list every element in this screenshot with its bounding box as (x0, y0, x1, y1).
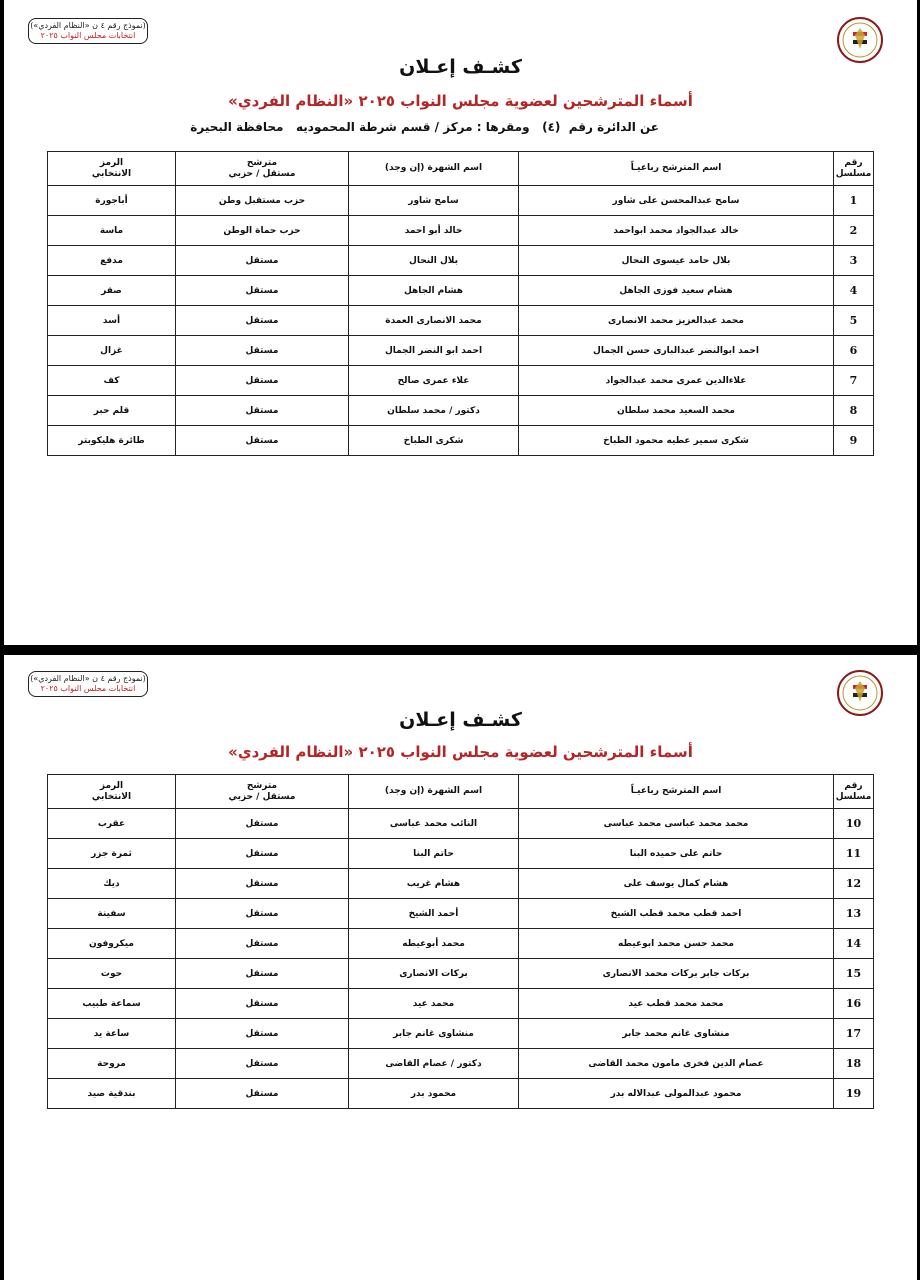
cell-name: محمد محمد عباسى محمد عباسى (519, 809, 834, 839)
cell-type: مستقل (176, 899, 349, 929)
table-row (48, 276, 874, 306)
cell-symbol: ساعة يد (48, 1019, 176, 1049)
cell-type: مستقل (176, 396, 349, 426)
cell-symbol: سفينة (48, 899, 176, 929)
form-badge (28, 18, 148, 44)
header-serial: رقم مسلسل (834, 152, 874, 186)
cell-symbol: عقرب (48, 809, 176, 839)
table-row (48, 1049, 874, 1079)
cell-symbol: قلم حبر (48, 396, 176, 426)
cell-symbol: طائرة هليكوبتر (48, 426, 176, 456)
table-row (48, 366, 874, 396)
cell-name: محمد محمد قطب عيد (519, 989, 834, 1019)
table-row (48, 246, 874, 276)
cell-serial: 6 (834, 336, 874, 366)
cell-serial: 4 (834, 276, 874, 306)
cell-fame: النائب محمد عباسى (349, 809, 519, 839)
cell-fame: هشام غريب (349, 869, 519, 899)
cell-name: احمد ابوالنضر عبدالبارى حسن الجمال (519, 336, 834, 366)
cell-symbol: ميكروفون (48, 929, 176, 959)
document-subtitle: أسماء المترشحين لعضوية مجلس النواب ٢٠٢٥ «النظام الفردي» (228, 92, 693, 110)
cell-type: مستقل (176, 959, 349, 989)
cell-fame: أحمد الشيخ (349, 899, 519, 929)
page-divider (0, 645, 920, 655)
cell-symbol: مدفع (48, 246, 176, 276)
form-badge-line1: (نموذج رقم ٤ ن «النظام الفردي») (30, 674, 146, 683)
cell-name: شكرى سمير عطيه محمود الطباخ (519, 426, 834, 456)
document-page-2 (4, 655, 917, 1280)
table-row (48, 1079, 874, 1109)
candidates-table (47, 774, 874, 1109)
cell-fame: دكتور / عصام القاضى (349, 1049, 519, 1079)
cell-fame: حاتم البنا (349, 839, 519, 869)
cell-symbol: بندقية صيد (48, 1079, 176, 1109)
cell-name: احمد قطب محمد قطب الشيخ (519, 899, 834, 929)
cell-serial: 7 (834, 366, 874, 396)
cell-fame: سامح شاور (349, 186, 519, 216)
cell-serial: 15 (834, 959, 874, 989)
cell-serial: 8 (834, 396, 874, 426)
cell-fame: محمد أبوعيطه (349, 929, 519, 959)
table-row (48, 899, 874, 929)
cell-symbol: غزال (48, 336, 176, 366)
cell-serial: 10 (834, 809, 874, 839)
cell-name: حاتم على حميده البنا (519, 839, 834, 869)
cell-name: خالد عبدالجواد محمد ابواحمد (519, 216, 834, 246)
cell-name: سامح عبدالمحسن على شاور (519, 186, 834, 216)
cell-type: مستقل (176, 306, 349, 336)
cell-serial: 12 (834, 869, 874, 899)
table-row (48, 306, 874, 336)
cell-type: مستقل (176, 809, 349, 839)
header-name: اسم المترشح رباعيـاً (519, 775, 834, 809)
cell-serial: 19 (834, 1079, 874, 1109)
cell-fame: محمود بدر (349, 1079, 519, 1109)
table-row (48, 869, 874, 899)
cell-serial: 14 (834, 929, 874, 959)
form-badge-line1: (نموذج رقم ٤ ن «النظام الفردي») (30, 21, 146, 30)
form-badge-line2: انتخابات مجلس النواب ٢٠٢٥ (40, 31, 136, 40)
district-info: عن الدائرة رقم (٤) ومقرها : مركز / قسم شرطة المحموديه محافظة البحيرة (190, 120, 659, 134)
cell-name: محمد السعيد محمد سلطان (519, 396, 834, 426)
cell-serial: 18 (834, 1049, 874, 1079)
cell-serial: 3 (834, 246, 874, 276)
cell-serial: 17 (834, 1019, 874, 1049)
cell-fame: بلال النحال (349, 246, 519, 276)
header-type: مترشح مستقل / حزبي (176, 775, 349, 809)
cell-type: مستقل (176, 336, 349, 366)
cell-name: علاءالدين عمرى محمد عبدالجواد (519, 366, 834, 396)
cell-name: هشام كمال يوسف على (519, 869, 834, 899)
document-title: كشـف إعـلان (399, 56, 522, 78)
cell-serial: 16 (834, 989, 874, 1019)
header-name: اسم المترشح رباعيـاً (519, 152, 834, 186)
table-row (48, 809, 874, 839)
cell-symbol: كف (48, 366, 176, 396)
header-type: مترشح مستقل / حزبي (176, 152, 349, 186)
cell-name: محمد حسن محمد ابوعيطه (519, 929, 834, 959)
cell-symbol: مروحة (48, 1049, 176, 1079)
cell-symbol: أباجورة (48, 186, 176, 216)
cell-type: حزب مستقبل وطن (176, 186, 349, 216)
cell-type: مستقل (176, 276, 349, 306)
cell-name: بركات جابر بركات محمد الانصارى (519, 959, 834, 989)
cell-fame: علاء عمرى صالح (349, 366, 519, 396)
cell-type: مستقل (176, 839, 349, 869)
header-symbol: الرمز الانتخابي (48, 775, 176, 809)
table-row (48, 959, 874, 989)
cell-type: مستقل (176, 426, 349, 456)
cell-type: مستقل (176, 989, 349, 1019)
cell-type: مستقل (176, 1019, 349, 1049)
cell-type: مستقل (176, 366, 349, 396)
table-row (48, 426, 874, 456)
document-page-1 (4, 0, 917, 645)
cell-serial: 1 (834, 186, 874, 216)
header-serial: رقم مسلسل (834, 775, 874, 809)
table-row (48, 1019, 874, 1049)
header-fame: اسم الشهرة (إن وجد) (349, 152, 519, 186)
cell-type: مستقل (176, 246, 349, 276)
table-header-row (48, 775, 874, 809)
cell-serial: 11 (834, 839, 874, 869)
candidates-table (47, 151, 874, 456)
cell-serial: 2 (834, 216, 874, 246)
cell-fame: محمد الانصارى العمدة (349, 306, 519, 336)
table-row (48, 989, 874, 1019)
document-title: كشـف إعـلان (399, 709, 522, 731)
cell-fame: هشام الجاهل (349, 276, 519, 306)
cell-name: محمد عبدالعزيز محمد الانصارى (519, 306, 834, 336)
cell-fame: منشاوى غانم جابر (349, 1019, 519, 1049)
table-row (48, 216, 874, 246)
cell-symbol: ديك (48, 869, 176, 899)
cell-name: هشام سعيد فوزى الجاهل (519, 276, 834, 306)
table-row (48, 839, 874, 869)
cell-fame: بركات الانصارى (349, 959, 519, 989)
cell-fame: دكتور / محمد سلطان (349, 396, 519, 426)
cell-type: مستقل (176, 1079, 349, 1109)
form-badge-line2: انتخابات مجلس النواب ٢٠٢٥ (40, 684, 136, 693)
table-row (48, 336, 874, 366)
cell-serial: 5 (834, 306, 874, 336)
cell-name: منشاوى غانم محمد جابر (519, 1019, 834, 1049)
table-row (48, 186, 874, 216)
cell-symbol: أسد (48, 306, 176, 336)
cell-fame: احمد ابو النضر الجمال (349, 336, 519, 366)
header-fame: اسم الشهرة (إن وجد) (349, 775, 519, 809)
cell-fame: محمد عيد (349, 989, 519, 1019)
cell-name: محمود عبدالمولى عبدالاله بدر (519, 1079, 834, 1109)
cell-type: مستقل (176, 1049, 349, 1079)
cell-symbol: ماسة (48, 216, 176, 246)
cell-type: حزب حماة الوطن (176, 216, 349, 246)
cell-fame: خالد أبو احمد (349, 216, 519, 246)
header-symbol: الرمز الانتخابي (48, 152, 176, 186)
cell-symbol: سماعة طبيب (48, 989, 176, 1019)
table-header-row (48, 152, 874, 186)
form-badge (28, 671, 148, 697)
cell-symbol: ثمرة جزر (48, 839, 176, 869)
table-row (48, 396, 874, 426)
document-subtitle: أسماء المترشحين لعضوية مجلس النواب ٢٠٢٥ «النظام الفردي» (228, 743, 693, 761)
cell-name: عصام الدين فخرى مامون محمد القاضى (519, 1049, 834, 1079)
cell-type: مستقل (176, 929, 349, 959)
table-row (48, 929, 874, 959)
cell-serial: 13 (834, 899, 874, 929)
cell-symbol: صقر (48, 276, 176, 306)
cell-symbol: حوت (48, 959, 176, 989)
cell-type: مستقل (176, 869, 349, 899)
cell-fame: شكرى الطباخ (349, 426, 519, 456)
cell-name: بلال حامد عيسوى النحال (519, 246, 834, 276)
cell-serial: 9 (834, 426, 874, 456)
